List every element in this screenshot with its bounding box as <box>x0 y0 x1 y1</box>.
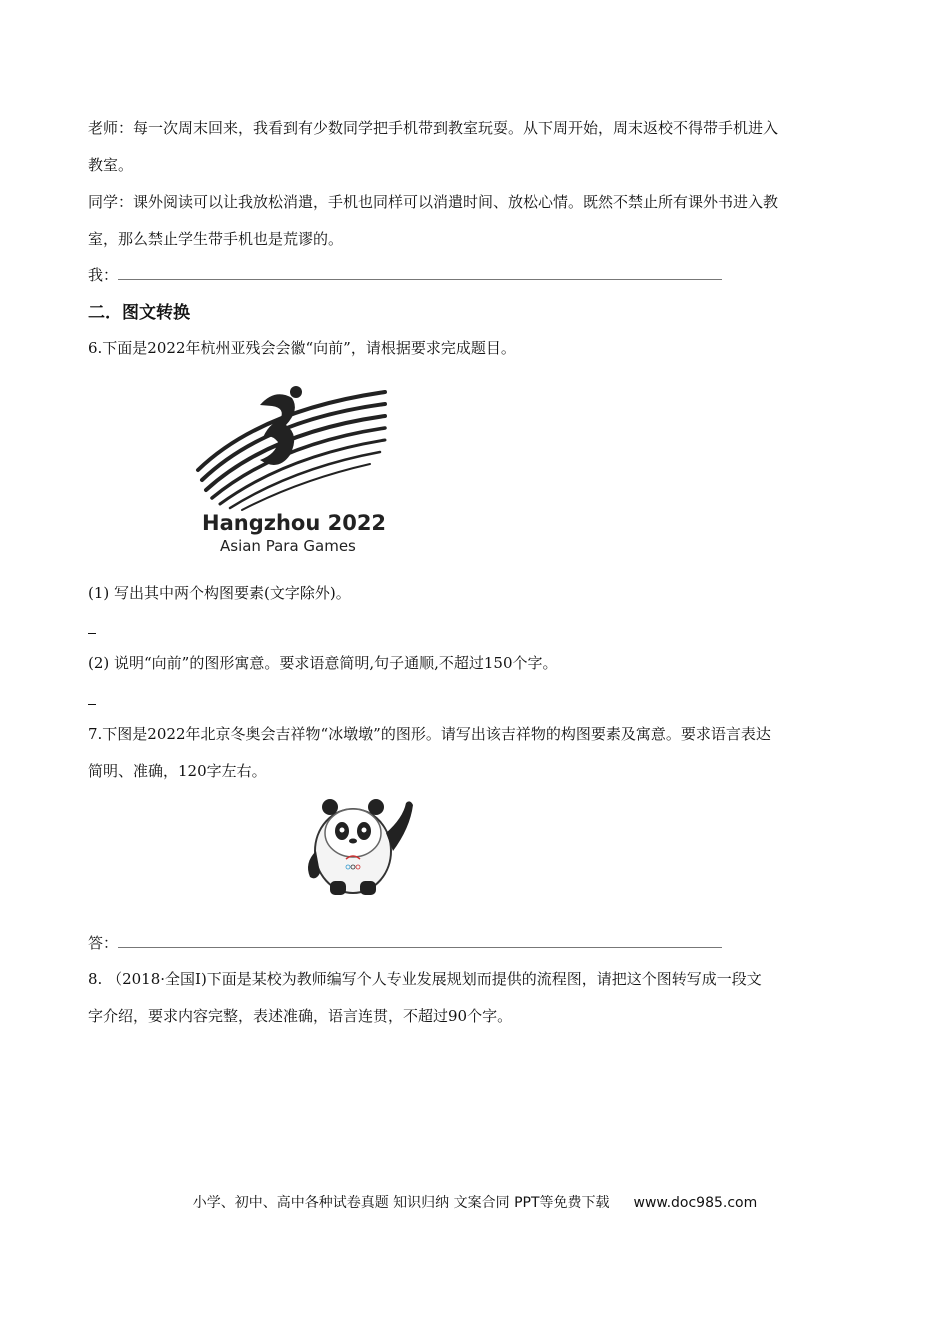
q8-prompt-line1: 8. （2018·全国Ⅰ)下面是某校为教师编写个人专业发展规划而提供的流程图，请把这个图转写成一段文 <box>88 970 762 988</box>
answer-label: 答： <box>88 934 119 952</box>
q6-sub1: (1) 写出其中两个构图要素(文字除外)。 <box>88 584 351 602</box>
answer-line-q7[interactable] <box>88 933 722 953</box>
q6-sub2-answer-dash[interactable] <box>88 704 96 705</box>
page-footer <box>0 1192 950 1212</box>
blank-underline[interactable] <box>118 265 722 280</box>
footer-text: 小学、初中、高中各种试卷真题 知识归纳 文案合同 PPT等免费下载 <box>192 1195 610 1211</box>
footer-url-link[interactable]: www.doc985.com <box>633 1195 758 1211</box>
q7-prompt-line2: 简明、准确，120字左右。 <box>88 762 267 780</box>
dialogue-teacher-line2: 教室。 <box>88 156 134 174</box>
answer-line-me[interactable] <box>88 265 722 285</box>
q8-prompt-line2: 字介绍，要求内容完整，表述准确，语言连贯，不超过90个字。 <box>88 1007 513 1025</box>
bing-dwen-dwen-mascot <box>298 793 418 898</box>
logo-text-line1: Hangzhou 2022 <box>202 511 387 535</box>
dialogue-student-line2: 室，那么禁止学生带手机也是荒谬的。 <box>88 230 344 248</box>
q6-sub2: (2) 说明“向前”的图形寓意。要求语意简明,句子通顺,不超过150个字。 <box>88 654 558 672</box>
q6-sub1-answer-dash[interactable] <box>88 633 96 634</box>
q7-prompt-line1: 7.下图是2022年北京冬奥会吉祥物“冰墩墩”的图形。请写出该吉祥物的构图要素及寓意。要求语言表达 <box>88 725 771 743</box>
dialogue-teacher-line1: 老师：每一次周末回来，我看到有少数同学把手机带到教室玩耍。从下周开始，周末返校不得带手机进入 <box>88 119 779 137</box>
blank-underline[interactable] <box>118 933 722 948</box>
me-label: 我： <box>88 266 119 284</box>
logo-text-line2: Asian Para Games <box>220 537 356 555</box>
asian-para-games-logo <box>190 380 390 560</box>
section-title: 二．图文转换 <box>88 303 190 323</box>
dialogue-student-line1: 同学：课外阅读可以让我放松消遣，手机也同样可以消遣时间、放松心情。既然不禁止所有课外书进入教 <box>88 193 779 211</box>
q6-prompt: 6.下面是2022年杭州亚残会会徽“向前”，请根据要求完成题目。 <box>88 339 516 357</box>
